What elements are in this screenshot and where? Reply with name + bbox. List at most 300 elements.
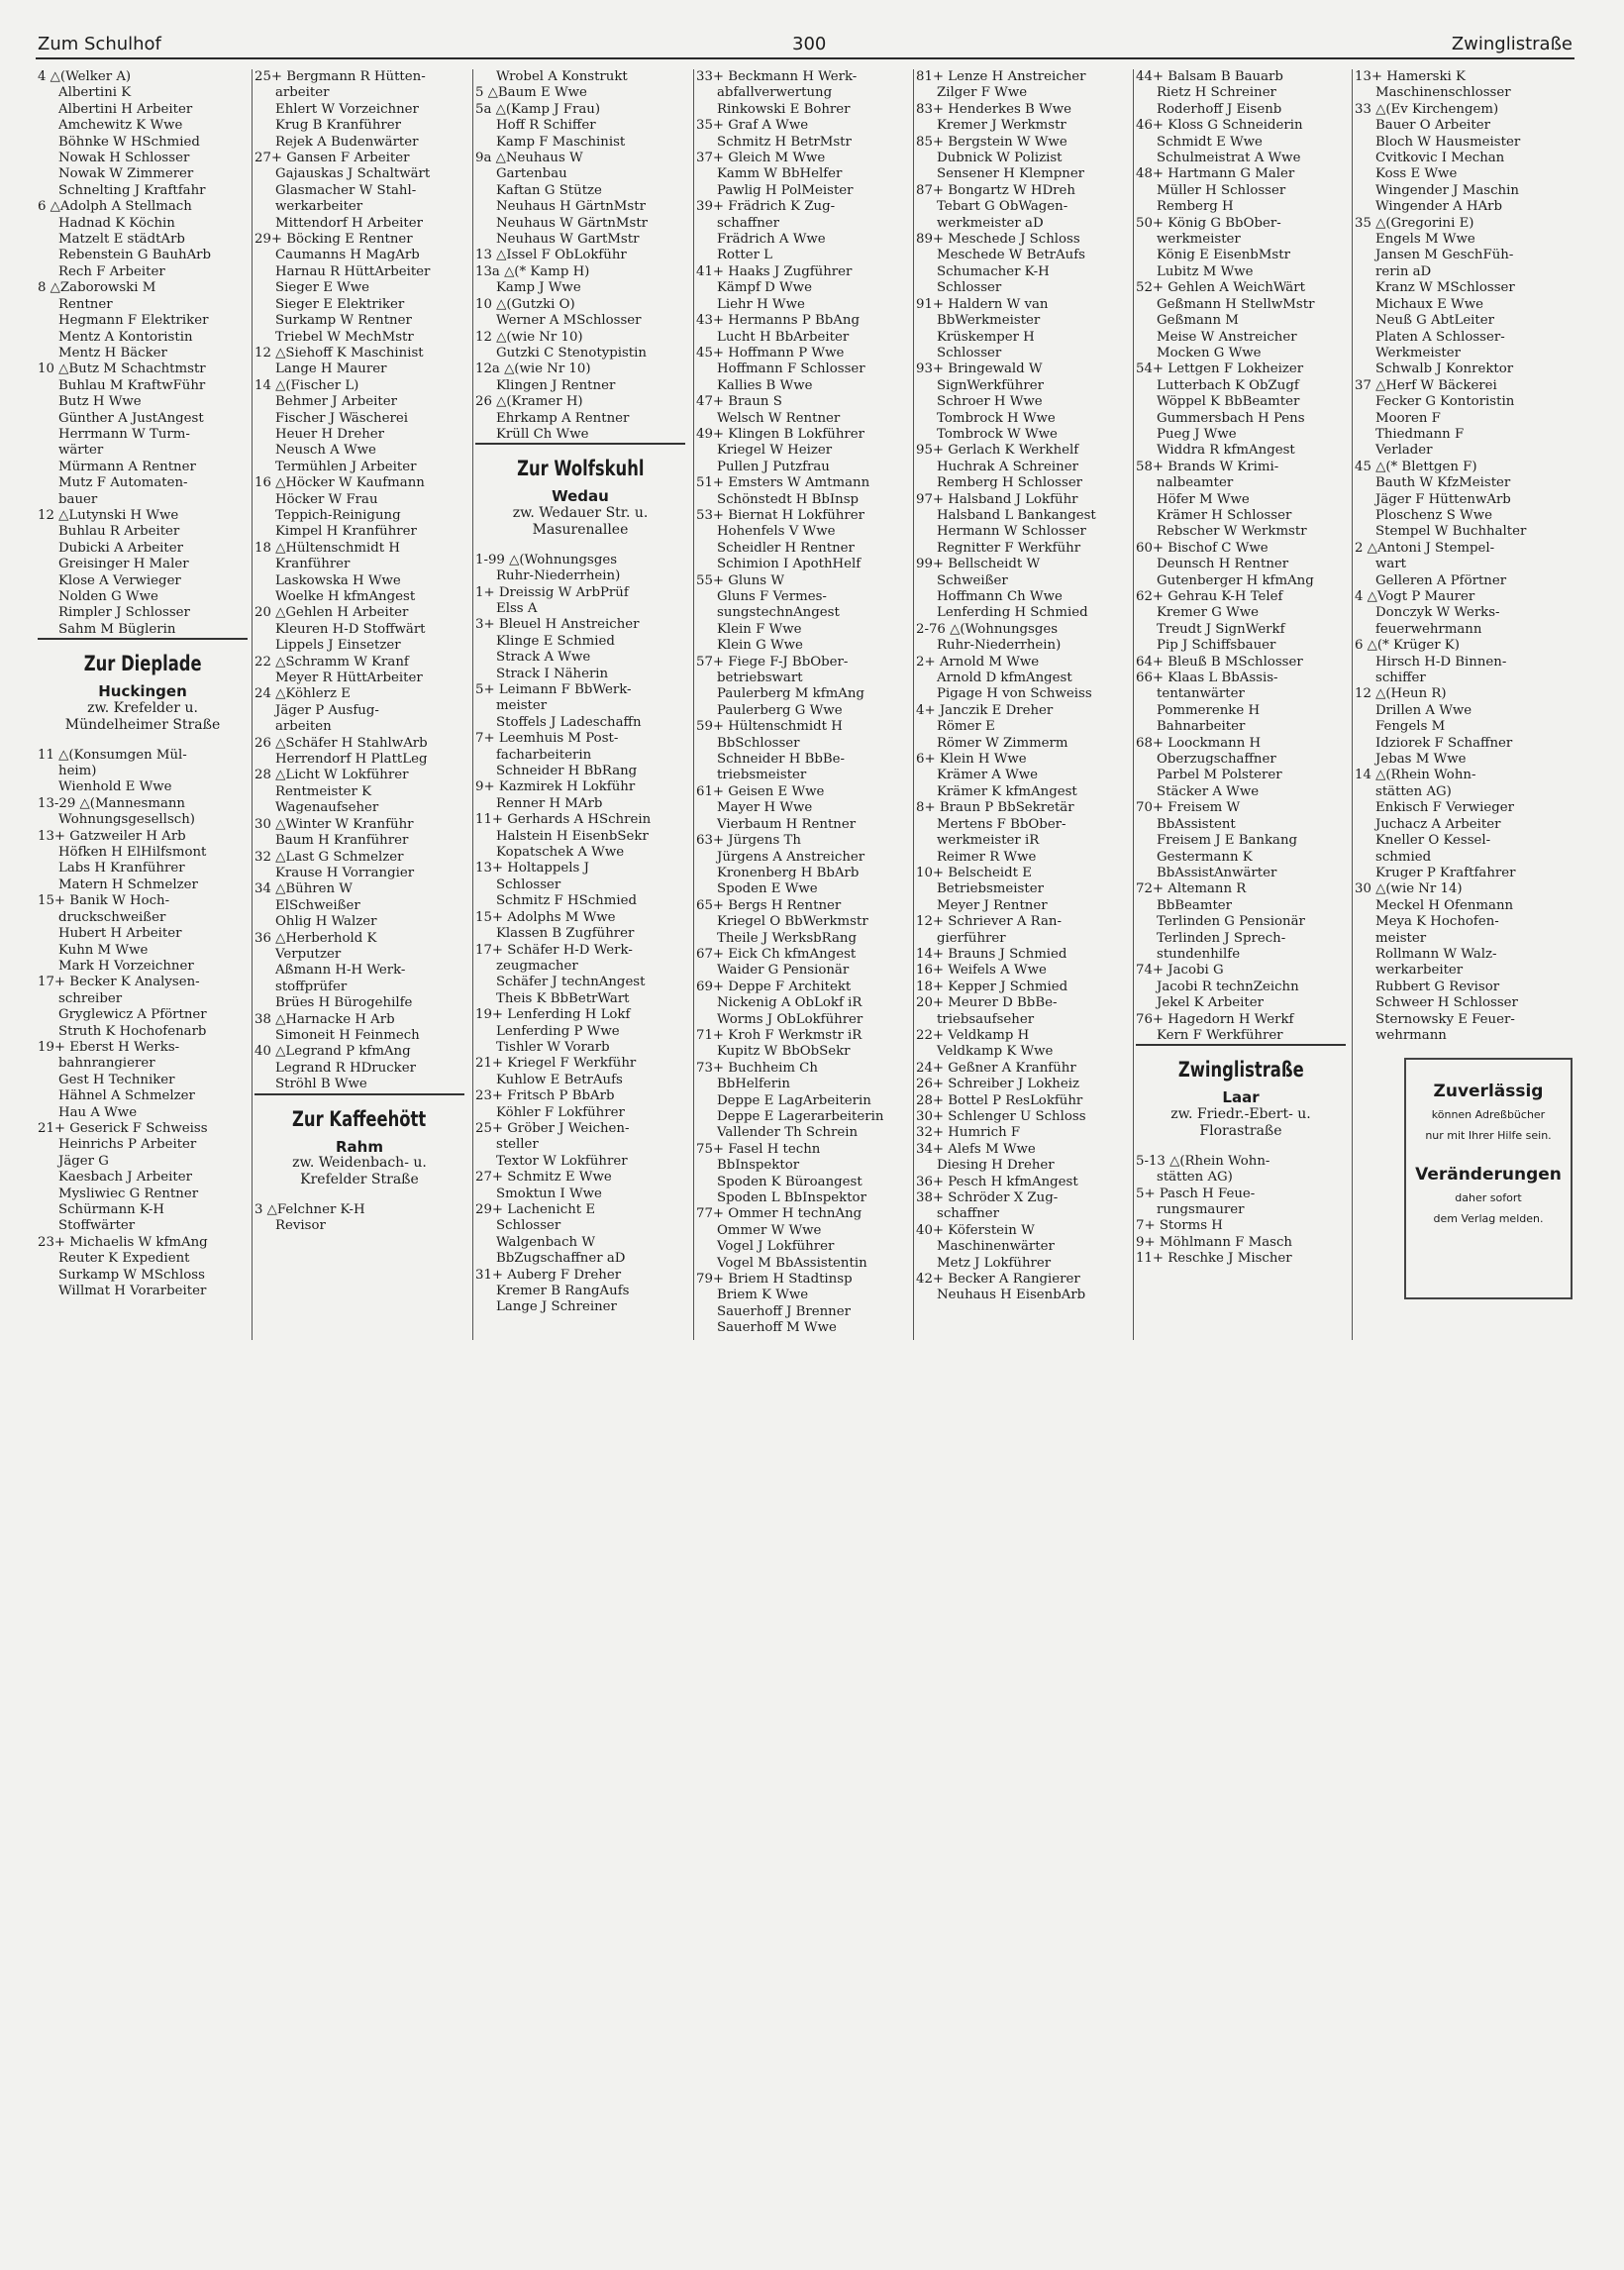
column-divider xyxy=(1133,69,1134,1340)
house-number-entry: 50+ König G BbOber- xyxy=(1136,215,1281,231)
resident-entry: zeugmacher xyxy=(496,958,578,974)
resident-entry: BbZugschaffner aD xyxy=(496,1251,626,1267)
resident-entry: Schneider H BbRang xyxy=(496,764,638,779)
resident-entry: Paulerberg M kfmAng xyxy=(717,686,864,702)
resident-entry: Verlader xyxy=(1375,443,1433,459)
street-title: Zur Kaffeehött xyxy=(292,1106,427,1131)
house-number-entry: 5+ Pasch H Feue- xyxy=(1136,1186,1256,1201)
street-section-heading xyxy=(475,443,685,538)
house-number-entry: 49+ Klingen B Lokführer xyxy=(696,426,864,442)
resident-entry: Remberg H Schlosser xyxy=(937,475,1083,491)
house-number-entry: 51+ Emsters W Amtmann xyxy=(696,475,870,491)
resident-entry: Herrendorf H PlattLeg xyxy=(275,752,428,768)
resident-entry: Rejek A Budenwärter xyxy=(275,134,419,150)
resident-entry: arbeiter xyxy=(275,85,330,101)
house-number-entry: 24+ Geßner A Kranführ xyxy=(916,1060,1076,1076)
house-number-entry: 12+ Schriever A Ran- xyxy=(916,914,1062,930)
resident-entry: Geßmann M xyxy=(1157,313,1239,329)
resident-entry: Dubnick W Polizist xyxy=(937,151,1063,166)
resident-entry: Lange J Schreiner xyxy=(496,1299,617,1315)
column-divider xyxy=(252,69,253,1340)
notice-text: dem Verlag melden. xyxy=(1433,1212,1544,1225)
resident-entry: Schnelting J Kraftfahr xyxy=(58,182,206,198)
resident-entry: Pullen J Putzfrau xyxy=(717,459,830,474)
resident-entry: Theis K BbBetrWart xyxy=(496,990,630,1006)
resident-entry: Koss E Wwe xyxy=(1375,166,1458,182)
house-number-entry: 45 △(* Blettgen F) xyxy=(1355,459,1477,474)
resident-entry: Mentz H Bäcker xyxy=(58,345,167,361)
resident-entry: Neuhaus W GärtnMstr xyxy=(496,215,649,231)
house-number-entry: 70+ Freisem W xyxy=(1136,800,1241,816)
house-number-entry: 26+ Schreiber J Lokheiz xyxy=(916,1077,1079,1092)
column-divider xyxy=(913,69,914,1340)
resident-entry: abfallverwertung xyxy=(717,85,833,101)
resident-entry: Waider G Pensionär xyxy=(717,963,850,979)
resident-entry: Baum H Kranführer xyxy=(275,833,409,849)
resident-entry: Müller H Schlosser xyxy=(1157,182,1286,198)
resident-entry: Lutterbach K ObZugf xyxy=(1157,377,1299,393)
resident-entry: Maschinenwärter xyxy=(937,1239,1055,1255)
resident-entry: Butz H Wwe xyxy=(58,394,142,410)
house-number-entry: 29+ Böcking E Rentner xyxy=(254,232,413,248)
resident-entry: Mutz F Automaten- xyxy=(58,475,188,491)
resident-entry: Oberzugschaffner xyxy=(1157,752,1276,768)
resident-entry: Ströhl B Wwe xyxy=(275,1077,367,1092)
street-span-text: Krefelder Straße xyxy=(300,1172,419,1187)
resident-entry: druckschweißer xyxy=(58,909,166,925)
house-number-entry: 32 △Last G Schmelzer xyxy=(254,849,404,865)
house-number-entry: 13+ Hamerski K xyxy=(1355,69,1466,84)
house-number-entry: 23+ Fritsch P BbArb xyxy=(475,1088,615,1104)
resident-entry: schaffner xyxy=(937,1206,999,1222)
resident-entry: Woelke H kfmAngest xyxy=(275,589,416,604)
house-number-entry: 25+ Gröber J Weichen- xyxy=(475,1120,630,1136)
resident-entry: Kremer J Werkmstr xyxy=(937,118,1066,134)
resident-entry: Werner A MSchlosser xyxy=(496,313,642,329)
house-number-entry: 4 △(Welker A) xyxy=(38,69,132,84)
house-number-entry: 12 △(Heun R) xyxy=(1355,686,1447,702)
resident-entry: Schlosser xyxy=(496,1218,561,1234)
resident-entry: Mittendorf H Arbeiter xyxy=(275,215,423,231)
resident-entry: Rimpler J Schlosser xyxy=(58,605,190,621)
house-number-entry: 9+ Kazmirek H Lokführ xyxy=(475,779,636,795)
house-number-entry: 45+ Hoffmann P Wwe xyxy=(696,345,845,361)
resident-entry: Fengels M xyxy=(1375,719,1446,735)
resident-entry: Jacobi R technZeichn xyxy=(1157,979,1299,994)
resident-entry: Freisem J E Bankang xyxy=(1157,833,1298,849)
house-number-entry: 32+ Humrich F xyxy=(916,1125,1021,1141)
resident-entry: Halsband L Bankangest xyxy=(937,507,1096,523)
resident-entry: Triebel W MechMstr xyxy=(275,329,414,345)
resident-entry: Jäger P Ausfug- xyxy=(275,702,379,718)
resident-entry: Regnitter F Werkführ xyxy=(937,540,1081,556)
resident-entry: Böhnke W HSchmied xyxy=(58,134,200,150)
house-number-entry: 28+ Bottel P ResLokführ xyxy=(916,1092,1083,1108)
resident-entry: Geßmann H StellwMstr xyxy=(1157,296,1315,312)
house-number-entry: 60+ Bischof C Wwe xyxy=(1136,540,1269,556)
resident-entry: Hirsch H-D Binnen- xyxy=(1375,654,1507,670)
resident-entry: Krüskemper H xyxy=(937,329,1035,345)
resident-entry: Kriegel O BbWerkmstr xyxy=(717,914,868,930)
resident-entry: stundenhilfe xyxy=(1157,946,1241,962)
house-number-entry: 19+ Eberst H Werks- xyxy=(38,1039,180,1055)
house-number-entry: 38+ Schröder X Zug- xyxy=(916,1190,1059,1206)
resident-entry: Rebenstein G BauhArb xyxy=(58,248,212,263)
resident-entry: Widdra R kfmAngest xyxy=(1157,443,1295,459)
resident-entry: Tishler W Vorarb xyxy=(496,1039,610,1055)
house-number-entry: 21+ Kriegel F Werkführ xyxy=(475,1056,637,1072)
resident-entry: werkarbeiter xyxy=(1375,963,1464,979)
house-number-entry: 99+ Bellscheidt W xyxy=(916,557,1041,572)
house-number-entry: 12 △Siehoff K Maschinist xyxy=(254,345,424,361)
resident-entry: Jansen M GeschFüh- xyxy=(1375,248,1514,263)
resident-entry: Mysliwiec G Rentner xyxy=(58,1186,199,1201)
house-number-entry: 12a △(wie Nr 10) xyxy=(475,361,591,377)
resident-entry: facharbeiterin xyxy=(496,747,592,763)
resident-entry: Mentz A Kontoristin xyxy=(58,329,193,345)
resident-entry: Gluns F Vermes- xyxy=(717,589,827,604)
resident-entry: feuerwehrmann xyxy=(1375,621,1482,637)
resident-entry: Wöppel K BbBeamter xyxy=(1157,394,1300,410)
resident-entry: Albertini K xyxy=(58,85,132,101)
resident-entry: Mocken G Wwe xyxy=(1157,345,1262,361)
house-number-entry: 6 △Adolph A Stellmach xyxy=(38,199,192,215)
house-number-entry: 9a △Neuhaus W xyxy=(475,151,583,166)
directory-column-3 xyxy=(475,69,685,1316)
resident-entry: Reimer R Wwe xyxy=(937,849,1037,865)
resident-entry: Schwalb J Konrektor xyxy=(1375,361,1514,377)
resident-entry: BbWerkmeister xyxy=(937,313,1041,329)
resident-entry: Kaesbach J Arbeiter xyxy=(58,1170,192,1186)
resident-entry: Terlinden G Pensionär xyxy=(1157,914,1305,930)
house-number-entry: 63+ Jürgens Th xyxy=(696,833,801,849)
resident-entry: Kamm W BbHelfer xyxy=(717,166,843,182)
resident-entry: Tombrock H Wwe xyxy=(937,410,1056,426)
resident-entry: ElSchweißer xyxy=(275,897,360,913)
resident-entry: Gryglewicz A Pförtner xyxy=(58,1007,207,1023)
resident-entry: Caumanns H MagArb xyxy=(275,248,420,263)
resident-entry: Kneller O Kessel- xyxy=(1375,833,1491,849)
resident-entry: Krämer A Wwe xyxy=(937,768,1039,783)
resident-entry: Strack I Näherin xyxy=(496,666,609,681)
house-number-entry: 16 △Höcker W Kaufmann xyxy=(254,475,425,491)
resident-entry: Reuter K Expedient xyxy=(58,1251,190,1267)
house-number-entry: 20+ Meurer D BbBe- xyxy=(916,995,1058,1011)
street-span-text: zw. Weidenbach- u. xyxy=(292,1155,427,1171)
resident-entry: Termühlen J Arbeiter xyxy=(275,459,417,474)
house-number-entry: 26 △(Kramer H) xyxy=(475,394,583,410)
house-number-entry: 27+ Schmitz E Wwe xyxy=(475,1170,612,1186)
resident-entry: Jebas M Wwe xyxy=(1375,752,1467,768)
resident-entry: Remberg H xyxy=(1157,199,1234,215)
house-number-entry: 36 △Herberhold K xyxy=(254,930,377,946)
house-number-entry: 79+ Briem H Stadtinsp xyxy=(696,1272,853,1288)
resident-entry: Ehrkamp A Rentner xyxy=(496,410,630,426)
house-number-entry: 91+ Haldern W van xyxy=(916,296,1049,312)
resident-entry: Metz J Lokführer xyxy=(937,1255,1052,1271)
notice-text: daher sofort xyxy=(1455,1191,1522,1204)
house-number-entry: 15+ Banik W Hoch- xyxy=(38,893,170,909)
house-number-entry: 30 △(wie Nr 14) xyxy=(1355,881,1463,897)
resident-entry: Kallies B Wwe xyxy=(717,377,813,393)
resident-entry: Labs H Kranführer xyxy=(58,861,185,877)
publisher-notice-box xyxy=(1404,1058,1573,1299)
resident-entry: stätten AG) xyxy=(1375,783,1452,799)
resident-entry: werkmeister aD xyxy=(937,215,1044,231)
column-divider xyxy=(1352,69,1353,1340)
resident-entry: Surkamp W MSchloss xyxy=(58,1267,205,1283)
resident-entry: Krause H Vorrangier xyxy=(275,865,415,880)
house-number-entry: 1-99 △(Wohnungsges xyxy=(475,552,618,568)
resident-entry: Kruger P Kraftfahrer xyxy=(1375,865,1516,880)
resident-entry: Schlosser xyxy=(937,280,1002,296)
house-number-entry: 1+ Dreissig W ArbPrüf xyxy=(475,584,629,600)
resident-entry: Thiedmann F xyxy=(1375,426,1465,442)
resident-entry: Meise W Anstreicher xyxy=(1157,329,1297,345)
resident-entry: gierführer xyxy=(937,930,1006,946)
street-span-text: Florastraße xyxy=(1199,1122,1282,1139)
resident-entry: BbAssistent xyxy=(1157,816,1236,832)
house-number-entry: 72+ Altemann R xyxy=(1136,881,1247,897)
resident-entry: Mayer H Wwe xyxy=(717,800,813,816)
house-number-entry: 53+ Biernat H Lokführer xyxy=(696,507,864,523)
house-number-entry: 10+ Belscheidt E xyxy=(916,865,1032,880)
resident-entry: BbSchlosser xyxy=(717,735,800,751)
house-number-entry: 13-29 △(Mannesmann xyxy=(38,795,185,811)
resident-entry: Kremer B RangAufs xyxy=(496,1284,630,1299)
resident-entry: Meschede W BetrAufs xyxy=(937,248,1085,263)
resident-entry: Mertens F BbOber- xyxy=(937,816,1066,832)
resident-entry: Kronenberg H BbArb xyxy=(717,865,860,880)
house-number-entry: 30 △Winter W Kranführ xyxy=(254,816,414,832)
house-number-entry: 38 △Harnacke H Arb xyxy=(254,1011,395,1027)
house-number-entry: 54+ Lettgen F Lokheizer xyxy=(1136,361,1304,377)
resident-entry: Ommer W Wwe xyxy=(717,1222,822,1238)
resident-entry: Köhler F Lokführer xyxy=(496,1104,625,1120)
resident-entry: Schmitz F HSchmied xyxy=(496,893,637,909)
house-number-entry: 14 △(Rhein Wohn- xyxy=(1355,768,1476,783)
resident-entry: Lucht H BbArbeiter xyxy=(717,329,850,345)
house-number-entry: 3+ Bleuel H Anstreicher xyxy=(475,617,640,633)
resident-entry: Textor W Lokführer xyxy=(496,1153,628,1169)
resident-entry: Surkamp W Rentner xyxy=(275,313,412,329)
header-rule xyxy=(36,57,1574,59)
resident-entry: wärter xyxy=(58,443,104,459)
resident-entry: Wienhold E Wwe xyxy=(58,779,172,795)
resident-entry: Brües H Bürogehilfe xyxy=(275,995,413,1011)
resident-entry: Neuhaus H EisenbArb xyxy=(937,1288,1086,1303)
house-number-entry: 37 △Herf W Bäckerei xyxy=(1355,377,1497,393)
resident-entry: Wingender A HArb xyxy=(1375,199,1503,215)
resident-entry: Struth K Hochofenarb xyxy=(58,1023,207,1039)
resident-entry: Scheidler H Rentner xyxy=(717,540,855,556)
resident-entry: Rietz H Schreiner xyxy=(1157,85,1276,101)
resident-entry: Deunsch H Rentner xyxy=(1157,557,1289,572)
house-number-entry: 20 △Gehlen H Arbeiter xyxy=(254,605,409,621)
resident-entry: Behmer J Arbeiter xyxy=(275,394,397,410)
column-divider xyxy=(693,69,694,1340)
street-section-heading xyxy=(38,638,248,733)
resident-entry: Hoff R Schiffer xyxy=(496,118,596,134)
resident-entry: Lenferding P Wwe xyxy=(496,1023,620,1039)
resident-entry: Treudt J SignWerkf xyxy=(1157,621,1285,637)
resident-entry: Lippels J Einsetzer xyxy=(275,638,401,654)
house-number-entry: 6+ Klein H Wwe xyxy=(916,752,1027,768)
resident-entry: Betriebsmeister xyxy=(937,881,1044,897)
house-number-entry: 14+ Brauns J Schmied xyxy=(916,946,1067,962)
house-number-entry: 7+ Leemhuis M Post- xyxy=(475,731,619,747)
resident-entry: Kämpf D Wwe xyxy=(717,280,812,296)
resident-entry: Höfer M Wwe xyxy=(1157,491,1250,507)
resident-entry: Enkisch F Verwieger xyxy=(1375,800,1514,816)
resident-entry: Schlosser xyxy=(937,345,1002,361)
house-number-entry: 24 △Köhlerz E xyxy=(254,686,351,702)
resident-entry: Ploschenz S Wwe xyxy=(1375,507,1492,523)
resident-entry: Gutenberger H kfmAng xyxy=(1157,572,1314,588)
house-number-entry: 58+ Brands W Krimi- xyxy=(1136,459,1279,474)
resident-entry: Albertini H Arbeiter xyxy=(58,101,193,117)
resident-entry: wehrmann xyxy=(1375,1027,1447,1043)
house-number-entry: 5+ Leimann F BbWerk- xyxy=(475,682,632,697)
house-number-entry: 44+ Balsam B Bauarb xyxy=(1136,69,1283,84)
resident-entry: Hadnad K Köchin xyxy=(58,215,175,231)
resident-entry: Simoneit H Feinmech xyxy=(275,1027,420,1043)
house-number-entry: 81+ Lenze H Anstreicher xyxy=(916,69,1086,84)
resident-entry: Schroer H Wwe xyxy=(937,394,1043,410)
resident-entry: Kuhlow E BetrAufs xyxy=(496,1072,623,1087)
house-number-entry: 43+ Hermanns P BbAng xyxy=(696,313,860,329)
resident-entry: Pueg J Wwe xyxy=(1157,426,1237,442)
resident-entry: Sauerhoff M Wwe xyxy=(717,1320,837,1336)
house-number-entry: 9+ Möhlmann F Masch xyxy=(1136,1234,1292,1250)
house-number-entry: 17+ Schäfer H-D Werk- xyxy=(475,942,633,958)
resident-entry: Vogel M BbAssistentin xyxy=(717,1255,867,1271)
resident-entry: Ruhr-Niederrhein) xyxy=(496,568,621,584)
resident-entry: Welsch W Rentner xyxy=(717,410,841,426)
resident-entry: Krüll Ch Wwe xyxy=(496,426,589,442)
resident-entry: Klinge E Schmied xyxy=(496,633,615,649)
house-number-entry: 33 △(Ev Kirchengem) xyxy=(1355,101,1499,117)
resident-entry: werkarbeiter xyxy=(275,199,363,215)
house-number-entry: 2-76 △(Wohnungsges xyxy=(916,621,1059,637)
resident-entry: Sternowsky E Feuer- xyxy=(1375,1011,1515,1027)
house-number-entry: 22+ Veldkamp H xyxy=(916,1027,1030,1043)
resident-entry: Kranz W MSchlosser xyxy=(1375,280,1515,296)
resident-entry: Meckel H Ofenmann xyxy=(1375,897,1514,913)
house-number-entry: 97+ Halsband J Lokführ xyxy=(916,491,1078,507)
resident-entry: Huchrak A Schreiner xyxy=(937,459,1078,474)
resident-entry: Nowak W Zimmerer xyxy=(58,166,194,182)
resident-entry: Donczyk W Werks- xyxy=(1375,605,1500,621)
house-number-entry: 3 △Felchner K-H xyxy=(254,1202,365,1217)
resident-entry: Ehlert W Vorzeichner xyxy=(275,101,419,117)
resident-entry: Kamp J Wwe xyxy=(496,280,581,296)
resident-entry: Schulmeistrat A Wwe xyxy=(1157,151,1301,166)
resident-entry: BbAssistAnwärter xyxy=(1157,865,1277,880)
resident-entry: steller xyxy=(496,1137,539,1153)
house-number-entry: 65+ Bergs H Rentner xyxy=(696,897,842,913)
resident-entry: schmied xyxy=(1375,849,1432,865)
resident-entry: Meya K Hochofen- xyxy=(1375,914,1499,930)
resident-entry: Schlosser xyxy=(496,877,561,892)
resident-entry: Sauerhoff J Brenner xyxy=(717,1303,851,1319)
street-title: Zwinglistraße xyxy=(1177,1058,1304,1083)
resident-entry: triebsmeister xyxy=(717,768,807,783)
house-number-entry: 89+ Meschede J Schloss xyxy=(916,232,1080,248)
resident-entry: Wingender J Maschin xyxy=(1375,182,1519,198)
house-number-entry: 35 △(Gregorini E) xyxy=(1355,215,1474,231)
house-number-entry: 30+ Schlenger U Schloss xyxy=(916,1109,1086,1124)
house-number-entry: 55+ Gluns W xyxy=(696,572,785,588)
resident-entry: Günther A JustAngest xyxy=(58,410,204,426)
house-number-entry: 28 △Licht W Lokführer xyxy=(254,768,409,783)
resident-entry: Gummersbach H Pens xyxy=(1157,410,1305,426)
house-number-entry: 57+ Fiege F-J BbOber- xyxy=(696,654,849,670)
house-number-entry: 29+ Lachenicht E xyxy=(475,1202,596,1217)
resident-entry: Schürmann K-H xyxy=(58,1202,164,1217)
resident-entry: schreiber xyxy=(58,990,123,1006)
resident-entry: Herrmann W Turm- xyxy=(58,426,190,442)
district-name: Rahm xyxy=(336,1137,383,1156)
resident-entry: Höcker W Frau xyxy=(275,491,378,507)
resident-entry: triebsaufseher xyxy=(937,1011,1035,1027)
resident-entry: Neuhaus W GartMstr xyxy=(496,232,640,248)
house-number-entry: 13+ Holtappels J xyxy=(475,861,589,877)
resident-entry: Pawlig H PolMeister xyxy=(717,182,854,198)
resident-entry: Maschinenschlosser xyxy=(1375,85,1511,101)
district-name: Wedau xyxy=(552,487,609,506)
resident-entry: Nickenig A ObLokf iR xyxy=(717,995,863,1011)
resident-entry: Nowak H Schlosser xyxy=(58,151,190,166)
resident-entry: Römer W Zimmerm xyxy=(937,735,1068,751)
house-number-entry: 71+ Kroh F Werkmstr iR xyxy=(696,1027,863,1043)
resident-entry: Gest H Techniker xyxy=(58,1072,175,1087)
resident-entry: sungstechnAngest xyxy=(717,605,840,621)
resident-entry: Paulerberg G Wwe xyxy=(717,702,843,718)
house-number-entry: 11+ Gerhards A HSchrein xyxy=(475,812,652,828)
resident-entry: rerin aD xyxy=(1375,263,1432,279)
resident-entry: Spoden L BbInspektor xyxy=(717,1190,866,1206)
resident-entry: Zilger F Wwe xyxy=(937,85,1028,101)
house-number-entry: 13 △Issel F ObLokführ xyxy=(475,248,627,263)
resident-entry: Rentmeister K xyxy=(275,783,372,799)
house-number-entry: 42+ Becker A Rangierer xyxy=(916,1272,1080,1288)
resident-entry: Sahm M Büglerin xyxy=(58,621,176,637)
resident-entry: Bahnarbeiter xyxy=(1157,719,1246,735)
house-number-entry: 76+ Hagedorn H Werkf xyxy=(1136,1011,1294,1027)
resident-entry: Kaftan G Stütze xyxy=(496,182,602,198)
resident-entry: Bauth W KfzMeister xyxy=(1375,475,1511,491)
resident-entry: Gutzki C Stenotypistin xyxy=(496,345,647,361)
column-divider xyxy=(472,69,473,1340)
resident-entry: Matzelt E städtArb xyxy=(58,232,185,248)
resident-entry: Rinkowski E Bohrer xyxy=(717,101,851,117)
resident-entry: Idziorek F Schaffner xyxy=(1375,735,1513,751)
house-number-entry: 69+ Deppe F Architekt xyxy=(696,979,852,994)
resident-entry: Hau A Wwe xyxy=(58,1104,138,1120)
resident-entry: Pigage H von Schweiss xyxy=(937,686,1092,702)
house-number-entry: 67+ Eick Ch kfmAngest xyxy=(696,946,857,962)
house-number-entry: 4+ Janczik E Dreher xyxy=(916,702,1054,718)
resident-entry: Schmitz H BetrMstr xyxy=(717,134,852,150)
resident-entry: Willmat H Vorarbeiter xyxy=(58,1284,207,1299)
resident-entry: bahnrangierer xyxy=(58,1056,155,1072)
resident-entry: schaffner xyxy=(717,215,779,231)
resident-entry: Rotter L xyxy=(717,248,772,263)
resident-entry: Hubert H Arbeiter xyxy=(58,926,182,942)
resident-entry: Hoffmann F Schlosser xyxy=(717,361,865,377)
house-number-entry: 8 △Zaborowski M xyxy=(38,280,156,296)
